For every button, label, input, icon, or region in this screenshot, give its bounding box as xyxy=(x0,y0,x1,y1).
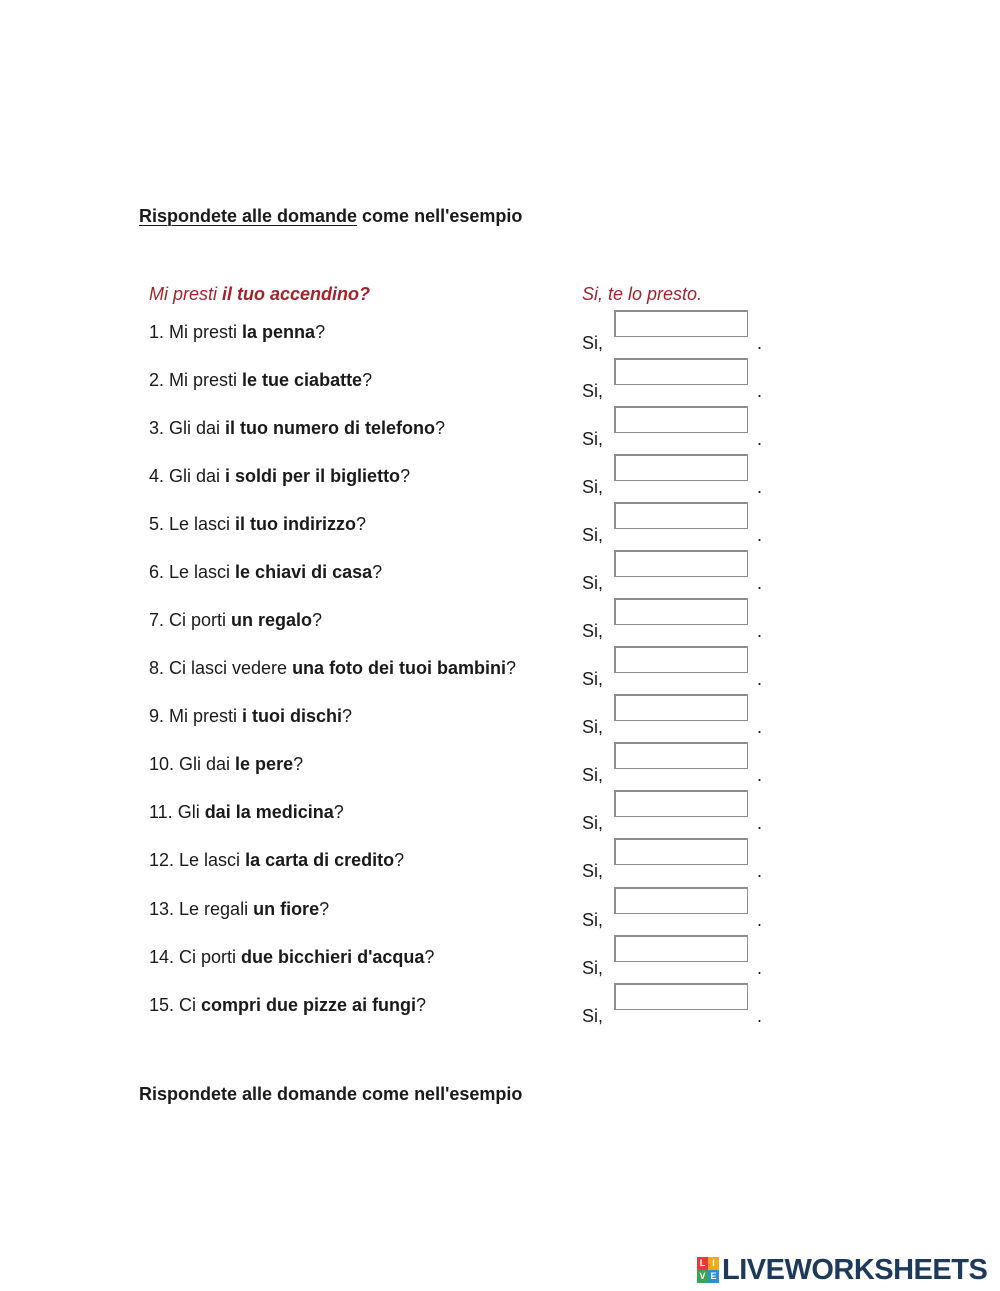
answer-input-5[interactable] xyxy=(614,502,748,529)
question-row xyxy=(0,995,1000,1035)
question-row xyxy=(0,562,1000,602)
question-text: 12. Le lasci la carta di credito? xyxy=(149,850,405,870)
answer-period: . xyxy=(757,429,763,449)
question-text: 4. Gli dai i soldi per il biglietto? xyxy=(149,466,411,486)
question-text: 5. Le lasci il tuo indirizzo? xyxy=(149,514,367,534)
question-text: 2. Mi presti le tue ciabatte? xyxy=(149,370,373,390)
question-row xyxy=(0,658,1000,698)
question-row xyxy=(0,706,1000,746)
answer-prefix: Si, xyxy=(582,525,604,545)
answer-period: . xyxy=(757,477,763,497)
question-keyword: compri due pizze ai fungi xyxy=(201,995,417,1015)
question-text: 7. Ci porti un regalo? xyxy=(149,610,323,630)
answer-period: . xyxy=(757,333,763,353)
answer-prefix: Si, xyxy=(582,958,604,978)
answer-input-9[interactable] xyxy=(614,694,748,721)
answer-prefix: Si, xyxy=(582,813,604,833)
answer-period: . xyxy=(757,861,763,881)
question-keyword: il tuo indirizzo xyxy=(235,514,357,534)
example-answer: Si, te lo presto. xyxy=(582,284,703,304)
question-text: 9. Mi presti i tuoi dischi? xyxy=(149,706,353,726)
question-keyword: due bicchieri d'acqua xyxy=(241,947,425,967)
answer-input-1[interactable] xyxy=(614,310,748,337)
instructions-heading xyxy=(139,206,522,227)
answer-input-14[interactable] xyxy=(614,935,748,962)
question-text: 13. Le regali un fiore? xyxy=(149,899,330,919)
question-keyword: un regalo xyxy=(231,610,313,630)
example-question: Mi presti il tuo accendino? xyxy=(149,284,371,304)
answer-period: . xyxy=(757,1006,763,1026)
question-keyword: le chiavi di casa xyxy=(235,562,373,582)
answer-prefix: Si, xyxy=(582,669,604,689)
example-question-bold: il tuo accendino? xyxy=(222,284,371,304)
answer-input-8[interactable] xyxy=(614,646,748,673)
question-row xyxy=(0,370,1000,410)
answer-input-10[interactable] xyxy=(614,742,748,769)
answer-period: . xyxy=(757,958,763,978)
answer-prefix: Si, xyxy=(582,1006,604,1026)
answer-prefix: Si, xyxy=(582,381,604,401)
question-keyword: un fiore xyxy=(253,899,320,919)
answer-prefix: Si, xyxy=(582,333,604,353)
answer-prefix: Si, xyxy=(582,477,604,497)
question-text: 1. Mi presti la penna? xyxy=(149,322,326,342)
answer-input-13[interactable] xyxy=(614,887,748,914)
logo-letter-i: I xyxy=(708,1257,719,1270)
answer-input-7[interactable] xyxy=(614,598,748,625)
question-text: 10. Gli dai le pere? xyxy=(149,754,304,774)
answer-input-2[interactable] xyxy=(614,358,748,385)
answer-input-12[interactable] xyxy=(614,838,748,865)
logo-letter-l: L xyxy=(697,1257,708,1270)
question-row xyxy=(0,466,1000,506)
instructions-heading-repeat: Rispondete alle domande come nell'esempio xyxy=(139,1084,523,1104)
question-row xyxy=(0,899,1000,939)
answer-period: . xyxy=(757,573,763,593)
answer-period: . xyxy=(757,669,763,689)
answer-period: . xyxy=(757,910,763,930)
liveworksheets-logo-text: LIVEWORKSHEETS xyxy=(722,1253,988,1286)
logo-letter-e: E xyxy=(708,1270,719,1283)
question-text: 6. Le lasci le chiavi di casa? xyxy=(149,562,383,582)
question-row xyxy=(0,322,1000,362)
answer-period: . xyxy=(757,525,763,545)
answer-prefix: Si, xyxy=(582,573,604,593)
answer-period: . xyxy=(757,717,763,737)
answer-input-11[interactable] xyxy=(614,790,748,817)
answer-input-15[interactable] xyxy=(614,983,748,1010)
question-keyword: i soldi per il biglietto xyxy=(225,466,401,486)
question-keyword: la penna xyxy=(242,322,316,342)
question-keyword: la carta di credito xyxy=(245,850,395,870)
answer-prefix: Si, xyxy=(582,910,604,930)
question-row xyxy=(0,754,1000,794)
question-row xyxy=(0,610,1000,650)
answer-period: . xyxy=(757,765,763,785)
answer-input-6[interactable] xyxy=(614,550,748,577)
question-text: 11. Gli dai la medicina? xyxy=(149,802,344,822)
question-keyword: una foto dei tuoi bambini xyxy=(292,658,507,678)
answer-prefix: Si, xyxy=(582,621,604,641)
question-row xyxy=(0,947,1000,987)
question-text: 3. Gli dai il tuo numero di telefono? xyxy=(149,418,446,438)
question-text: 14. Ci porti due bicchieri d'acqua? xyxy=(149,947,435,967)
answer-prefix: Si, xyxy=(582,861,604,881)
question-keyword: dai la medicina xyxy=(204,802,334,822)
question-row xyxy=(0,514,1000,554)
question-row xyxy=(0,418,1000,458)
question-keyword: i tuoi dischi xyxy=(242,706,343,726)
question-text: 8. Ci lasci vedere una foto dei tuoi bambini? xyxy=(149,658,517,678)
question-row xyxy=(0,850,1000,890)
liveworksheets-logo-mark-icon xyxy=(697,1257,719,1283)
answer-prefix: Si, xyxy=(582,717,604,737)
instructions-heading-underlined: Rispondete alle domande xyxy=(139,206,358,226)
answer-period: . xyxy=(757,813,763,833)
answer-period: . xyxy=(757,621,763,641)
instructions-heading-rest: come nell'esempio xyxy=(357,206,523,226)
answer-prefix: Si, xyxy=(582,429,604,449)
liveworksheets-logo xyxy=(697,1254,987,1286)
question-keyword: il tuo numero di telefono xyxy=(225,418,436,438)
answer-period: . xyxy=(757,381,763,401)
question-row xyxy=(0,802,1000,842)
question-keyword: le tue ciabatte xyxy=(242,370,363,390)
logo-letter-v: V xyxy=(697,1270,708,1283)
answer-prefix: Si, xyxy=(582,765,604,785)
question-text: 15. Ci compri due pizze ai fungi? xyxy=(149,995,427,1015)
question-keyword: le pere xyxy=(235,754,294,774)
answer-input-3[interactable] xyxy=(614,406,748,433)
answer-input-4[interactable] xyxy=(614,454,748,481)
